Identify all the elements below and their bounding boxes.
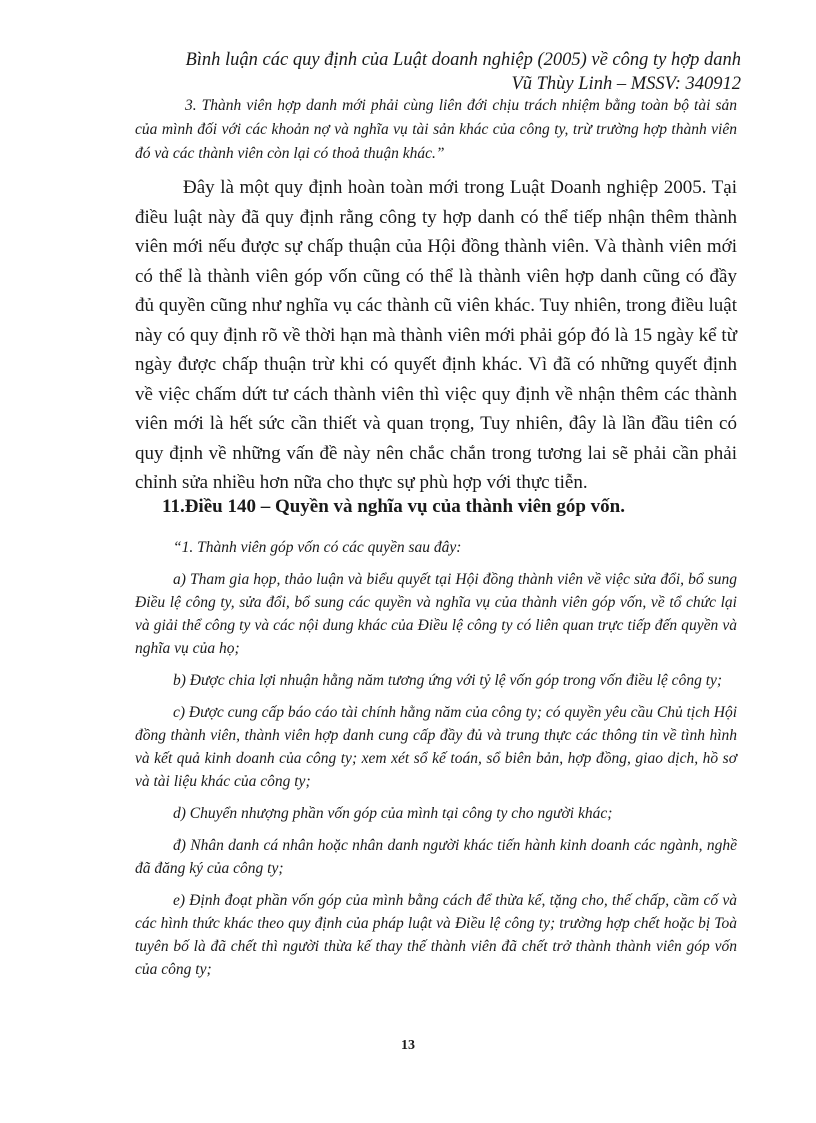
header-title: Bình luận các quy định của Luật doanh nghiệp (2005) về công ty hợp danh xyxy=(185,50,741,70)
article-item-a: a) Tham gia họp, thảo luận và biểu quyết tại Hội đồng thành viên về việc sửa đổi, bổ sung Điều lệ công ty, sửa đổi, bổ sung các quyền và nghĩa vụ của thành viên góp vốn, về tổ chức lại và giải thể công ty và các nội dung khác của Điều lệ công ty có liên quan trực tiếp đến quyền và nghĩa vụ của họ; xyxy=(135,571,737,657)
article-intro: “1. Thành viên góp vốn có các quyền sau đây: xyxy=(173,539,462,556)
article-item-b: b) Được chia lợi nhuận hằng năm tương ứng với tỷ lệ vốn góp trong vốn điều lệ công ty; xyxy=(173,672,723,689)
page-header xyxy=(185,48,741,96)
quoted-clause xyxy=(135,94,737,166)
section-heading: 11.Điều 140 – Quyền và nghĩa vụ của thành viên góp vốn. xyxy=(162,496,625,517)
page-number: 13 xyxy=(401,1038,415,1053)
article-item-e: e) Định đoạt phần vốn góp của mình bằng cách để thừa kế, tặng cho, thế chấp, cầm cố và các hình thức khác theo quy định của pháp luật và Điều lệ công ty; trường hợp chết hoặc bị Toà tuyên bố là đã chết thì người thừa kế thay thế thành viên đã chết trở thành thành viên góp vốn của công ty; xyxy=(135,892,737,978)
header-author: Vũ Thùy Linh – MSSV: 340912 xyxy=(511,74,741,94)
article-item-c: c) Được cung cấp báo cáo tài chính hằng năm của công ty; có quyền yêu cầu Chủ tịch Hội đồng thành viên, thành viên hợp danh cung cấp đầy đủ và trung thực các thông tin về tình hình và kết quả kinh doanh của công ty; xem xét sổ kế toán, sổ biên bản, hợp đồng, giao dịch, hồ sơ và tài liệu khác của công ty; xyxy=(135,704,737,790)
article-quote xyxy=(135,536,737,990)
commentary-paragraph xyxy=(135,173,737,498)
article-item-dd: đ) Nhân danh cá nhân hoặc nhân danh người khác tiến hành kinh doanh các ngành, nghề đã đăng ký của công ty; xyxy=(135,837,737,877)
commentary-text: Đây là một quy định hoàn toàn mới trong Luật Doanh nghiệp 2005. Tại điều luật này đã quy định rằng công ty hợp danh có thể tiếp nhận thêm thành viên mới nếu được sự chấp thuận của Hội đồng thành viên. Và thành viên mới có thể là thành viên góp vốn cũng có thể là thành viên hợp danh cũng có đầy đủ quyền cũng như nghĩa vụ các thành cũ viên khác. Tuy nhiên, trong điều luật này có quy định rõ về thời hạn mà thành viên mới phải góp đó là 15 ngày kể từ ngày được chấp thuận trừ khi có quyết định khác. Vì đã có những quyết định về việc chấm dứt tư cách thành viên thì việc quy định về nhận thêm các thành viên mới là hết sức cần thiết và quan trọng, Tuy nhiên, đây là lần đầu tiên có quy định về những vấn đề này nên chắc chắn trong tương lai sẽ phải cần phải chỉnh sửa nhiều hơn nữa cho thực sự phù hợp với thực tiễn. xyxy=(135,177,737,493)
article-item-d: d) Chuyển nhượng phần vốn góp của mình tại công ty cho người khác; xyxy=(173,805,613,822)
quoted-clause-text: 3. Thành viên hợp danh mới phải cùng liên đới chịu trách nhiệm bằng toàn bộ tài sản của mình đối với các khoản nợ và nghĩa vụ tài sản khác của công ty, trừ trường hợp thành viên đó và các thành viên còn lại có thoả thuận khác.” xyxy=(135,97,737,162)
